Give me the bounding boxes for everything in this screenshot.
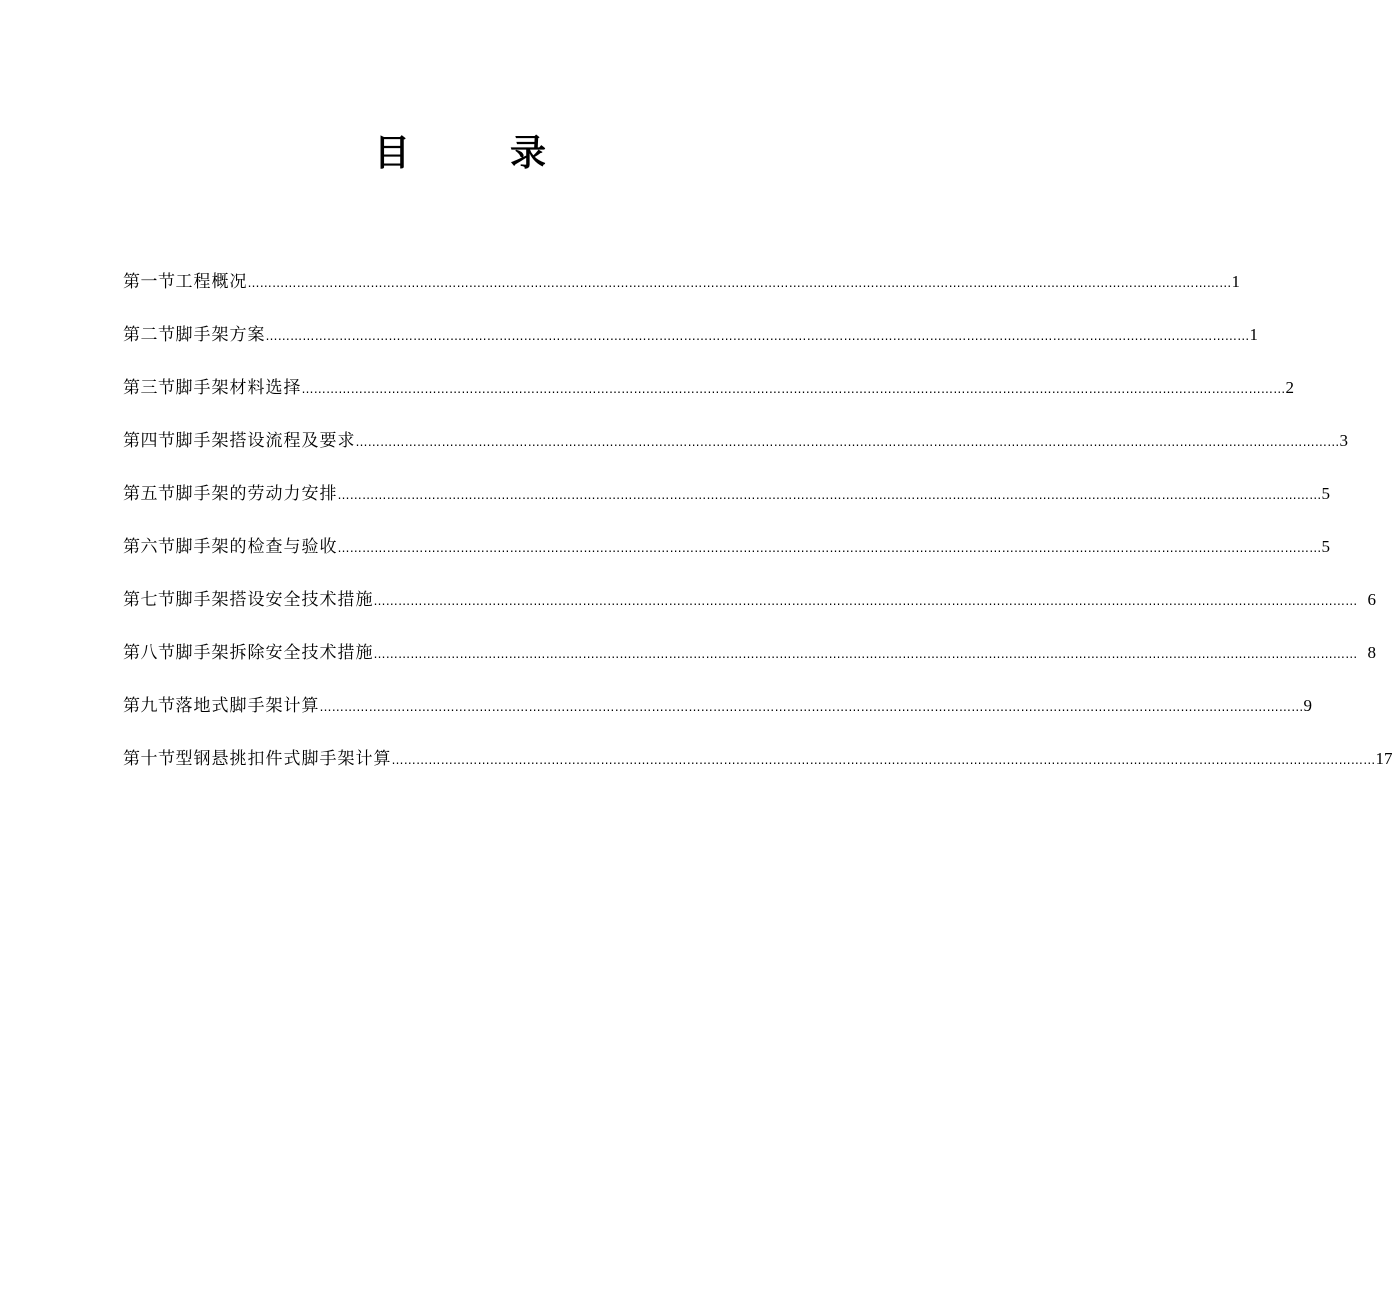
toc-entry-title: 脚手架方案	[175, 324, 266, 345]
title-char-1: 目	[373, 133, 410, 174]
toc-page-number: 5	[1321, 536, 1330, 556]
toc-section-label: 第三节	[123, 377, 176, 398]
toc-section-label: 第二节	[123, 324, 176, 345]
toc-section-label: 第九节	[123, 695, 176, 716]
toc-entry-title: 工程概况	[175, 271, 248, 292]
dot-leader: ……………………………………………………………………………………………………………………………………………………………………………………………………………………	[301, 381, 1286, 396]
toc-entry-title: 脚手架的检查与验收	[175, 536, 338, 557]
dot-leader: ……………………………………………………………………………………………………………………………………………………………………………………………………………………	[265, 328, 1250, 343]
toc-entry-3[interactable]	[123, 361, 1294, 414]
dot-leader: ……………………………………………………………………………………………………………………………………………………………………………………………………………………	[337, 487, 1322, 502]
toc-page-number: 1	[1249, 324, 1258, 344]
toc-entry-title: 脚手架搭设安全技术措施	[175, 589, 374, 610]
toc-entry-8[interactable]	[123, 626, 1376, 679]
toc-section-label: 第一节	[123, 271, 176, 292]
dot-leader: ……………………………………………………………………………………………………………………………………………………………………………………………………………………	[373, 646, 1358, 661]
toc-section-label: 第七节	[123, 589, 176, 610]
title-char-2: 录	[510, 133, 547, 174]
table-of-contents	[123, 255, 1393, 785]
toc-page-number: 1	[1231, 271, 1240, 291]
toc-entry-9[interactable]	[123, 679, 1312, 732]
toc-page-number: 17	[1375, 748, 1393, 768]
toc-entry-5[interactable]	[123, 467, 1330, 520]
toc-section-label: 第八节	[123, 642, 176, 663]
toc-section-label: 第十节	[123, 748, 176, 769]
toc-section-label: 第六节	[123, 536, 176, 557]
dot-leader: ……………………………………………………………………………………………………………………………………………………………………………………………………………………	[247, 275, 1232, 290]
dot-leader: ……………………………………………………………………………………………………………………………………………………………………………………………………………………	[355, 434, 1340, 449]
toc-page-number: 2	[1285, 377, 1294, 397]
toc-entry-10[interactable]	[123, 732, 1393, 785]
dot-leader: ……………………………………………………………………………………………………………………………………………………………………………………………………………………	[319, 699, 1304, 714]
page-title	[0, 132, 920, 176]
toc-entry-6[interactable]	[123, 520, 1330, 573]
toc-page-number: 8	[1367, 642, 1376, 662]
toc-page-number: 6	[1367, 589, 1376, 609]
toc-entry-title: 脚手架搭设流程及要求	[175, 430, 356, 451]
toc-entry-title: 型钢悬挑扣件式脚手架计算	[175, 748, 392, 769]
toc-entry-title: 落地式脚手架计算	[175, 695, 320, 716]
toc-section-label: 第五节	[123, 483, 176, 504]
toc-entry-1[interactable]	[123, 255, 1240, 308]
toc-entry-title: 脚手架拆除安全技术措施	[175, 642, 374, 663]
toc-entry-2[interactable]	[123, 308, 1258, 361]
toc-entry-7[interactable]	[123, 573, 1376, 626]
toc-entry-title: 脚手架材料选择	[175, 377, 302, 398]
toc-page-number: 3	[1339, 430, 1348, 450]
dot-leader: ……………………………………………………………………………………………………………………………………………………………………………………………………………………	[337, 540, 1322, 555]
toc-entry-4[interactable]	[123, 414, 1348, 467]
toc-page-number: 5	[1321, 483, 1330, 503]
dot-leader: ……………………………………………………………………………………………………………………………………………………………………………………………………………………	[373, 593, 1358, 608]
toc-section-label: 第四节	[123, 430, 176, 451]
toc-page-number: 9	[1303, 695, 1312, 715]
toc-entry-title: 脚手架的劳动力安排	[175, 483, 338, 504]
dot-leader: ……………………………………………………………………………………………………………………………………………………………………………………………………………………	[391, 752, 1376, 767]
